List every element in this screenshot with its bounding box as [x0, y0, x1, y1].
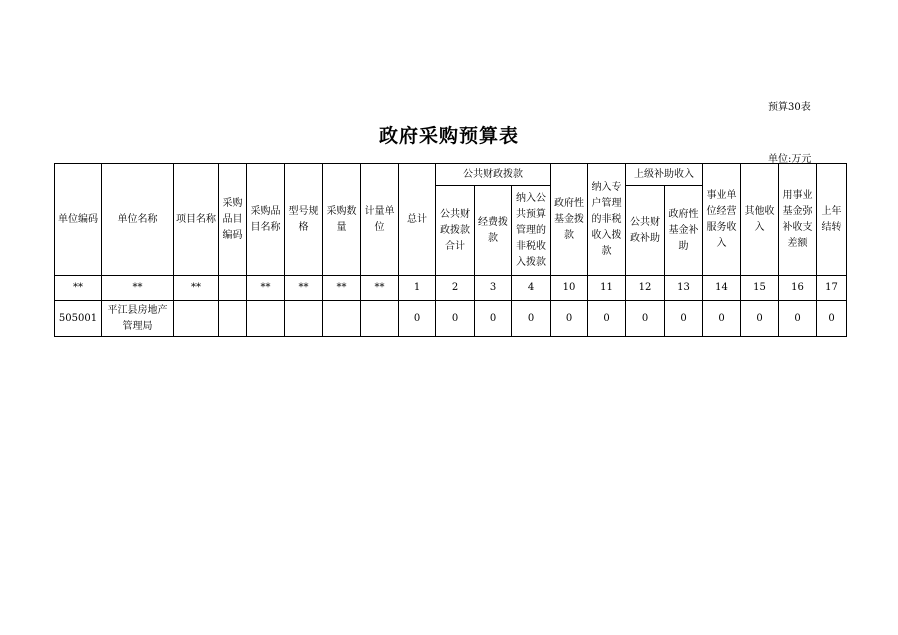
index-cell: **	[55, 276, 102, 301]
col-expense-grant: 经费拨款	[475, 186, 512, 276]
index-cell: 14	[703, 276, 741, 301]
col-special-nontax: 纳入专户管理的非税收入拨款	[588, 164, 626, 276]
header-row-group	[55, 164, 847, 186]
value-cell: 0	[626, 301, 665, 337]
measure-unit-cell	[361, 301, 399, 337]
form-number: 预算30表	[768, 102, 811, 113]
index-cell: 12	[626, 276, 665, 301]
value-cell: 0	[741, 301, 779, 337]
col-item-name: 采购品目名称	[247, 164, 285, 276]
value-cell: 0	[817, 301, 847, 337]
table-row	[55, 301, 847, 337]
index-cell: **	[285, 276, 323, 301]
spec-cell	[285, 301, 323, 337]
col-unit-code: 单位编码	[55, 164, 102, 276]
index-cell: 13	[665, 276, 703, 301]
index-cell: **	[361, 276, 399, 301]
value-cell: 0	[399, 301, 436, 337]
index-cell	[219, 276, 247, 301]
index-cell: **	[323, 276, 361, 301]
index-row	[55, 276, 847, 301]
index-cell: **	[247, 276, 285, 301]
index-cell: 17	[817, 276, 847, 301]
quantity-cell	[323, 301, 361, 337]
col-gov-fund-subsidy: 政府性基金补助	[665, 186, 703, 276]
unit-code-cell: 505001	[55, 301, 102, 337]
value-cell: 0	[512, 301, 551, 337]
col-prior-year-carry: 上年结转	[817, 164, 847, 276]
col-nontax-managed: 纳入公共预算管理的非税收入拨款	[512, 186, 551, 276]
col-group-superior-subsidy: 上级补助收入	[626, 164, 703, 186]
index-cell: 4	[512, 276, 551, 301]
col-gov-fund: 政府性基金拨款	[551, 164, 588, 276]
index-cell: 16	[779, 276, 817, 301]
value-cell: 0	[703, 301, 741, 337]
value-cell: 0	[779, 301, 817, 337]
unit-label: 单位:万元	[768, 154, 812, 165]
col-other-income: 其他收入	[741, 164, 779, 276]
col-public-fiscal-subsidy: 公共财政补助	[626, 186, 665, 276]
col-item-code: 采购品目编码	[219, 164, 247, 276]
col-business-fund-gap: 用事业基金弥补收支差额	[779, 164, 817, 276]
col-measure-unit: 计量单位	[361, 164, 399, 276]
value-cell: 0	[588, 301, 626, 337]
project-name-cell	[174, 301, 219, 337]
value-cell: 0	[551, 301, 588, 337]
col-spec: 型号规格	[285, 164, 323, 276]
index-cell: 15	[741, 276, 779, 301]
item-code-cell	[219, 301, 247, 337]
col-total: 总计	[399, 164, 436, 276]
index-cell: 10	[551, 276, 588, 301]
col-group-public-fiscal: 公共财政拨款	[436, 164, 551, 186]
index-cell: 1	[399, 276, 436, 301]
index-cell: **	[174, 276, 219, 301]
col-unit-name: 单位名称	[102, 164, 174, 276]
page-title: 政府采购预算表	[378, 125, 519, 147]
value-cell: 0	[475, 301, 512, 337]
index-cell: 2	[436, 276, 475, 301]
index-cell: 11	[588, 276, 626, 301]
unit-name-cell: 平江县房地产管理局	[102, 301, 174, 337]
col-public-fiscal-total: 公共财政拨款合计	[436, 186, 475, 276]
col-quantity: 采购数量	[323, 164, 361, 276]
value-cell: 0	[436, 301, 475, 337]
item-name-cell	[247, 301, 285, 337]
col-project-name: 项目名称	[174, 164, 219, 276]
value-cell: 0	[665, 301, 703, 337]
col-business-service: 事业单位经营服务收入	[703, 164, 741, 276]
budget-table	[54, 163, 847, 337]
index-cell: 3	[475, 276, 512, 301]
index-cell: **	[102, 276, 174, 301]
